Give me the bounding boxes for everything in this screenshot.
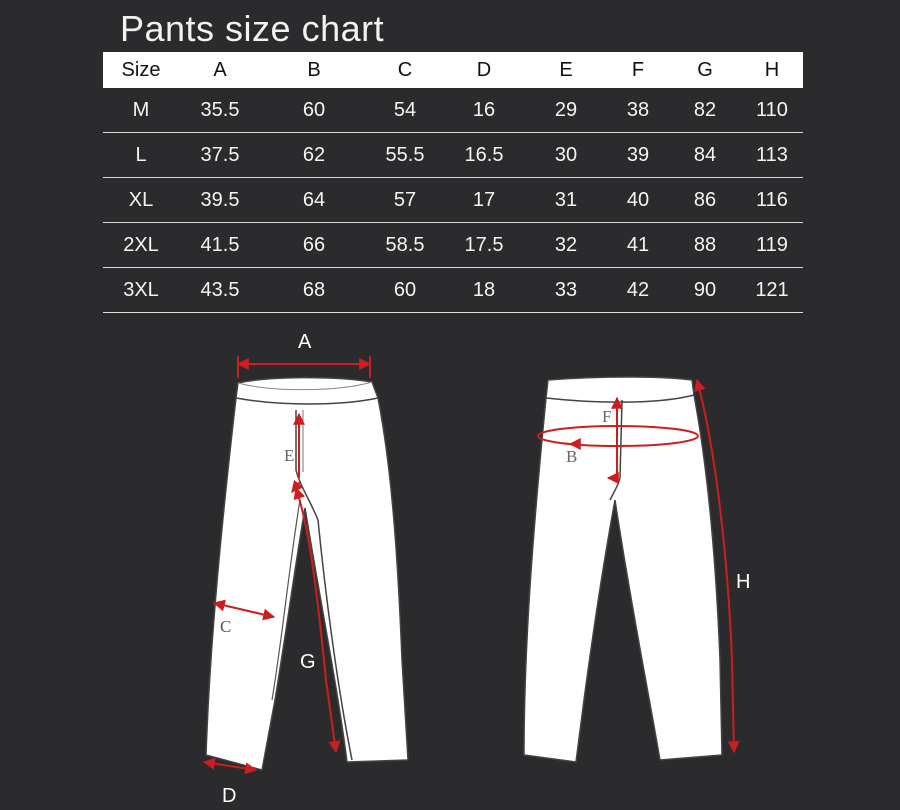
table-cell: 57 [367, 178, 443, 223]
table-cell: 86 [669, 178, 741, 223]
table-cell: 116 [741, 178, 803, 223]
table-cell: L [103, 133, 179, 178]
label-g: G [300, 651, 316, 673]
table-cell: 66 [261, 223, 367, 268]
back-pants-illustration [524, 377, 722, 762]
table-cell: 41.5 [179, 223, 261, 268]
header-b: B [261, 52, 367, 88]
table-cell: 82 [669, 88, 741, 133]
table-cell: 90 [669, 268, 741, 313]
page-title: Pants size chart [120, 8, 385, 49]
table-cell: 40 [607, 178, 669, 223]
table-cell: 121 [741, 268, 803, 313]
table-cell: 110 [741, 88, 803, 133]
table-cell: 68 [261, 268, 367, 313]
table-cell: 62 [261, 133, 367, 178]
header-f: F [607, 52, 669, 88]
table-cell: 39.5 [179, 178, 261, 223]
table-cell: 33 [525, 268, 607, 313]
table-cell: 3XL [103, 268, 179, 313]
table-cell: XL [103, 178, 179, 223]
table-cell: 2XL [103, 223, 179, 268]
label-a: A [298, 331, 312, 353]
table-cell: 60 [367, 268, 443, 313]
label-h: H [736, 571, 751, 593]
header-a: A [179, 52, 261, 88]
table-cell: 60 [261, 88, 367, 133]
table-cell: 38 [607, 88, 669, 133]
label-b: B [566, 447, 578, 466]
table-cell: 58.5 [367, 223, 443, 268]
size-table [103, 52, 803, 313]
table-cell: 43.5 [179, 268, 261, 313]
table-row [103, 268, 803, 313]
table-cell: M [103, 88, 179, 133]
table-cell: 55.5 [367, 133, 443, 178]
label-c: C [220, 617, 232, 636]
table-cell: 37.5 [179, 133, 261, 178]
table-cell: 35.5 [179, 88, 261, 133]
label-d: D [222, 785, 237, 807]
table-cell: 84 [669, 133, 741, 178]
table-cell: 54 [367, 88, 443, 133]
table-cell: 29 [525, 88, 607, 133]
table-row [103, 178, 803, 223]
table-cell: 16 [443, 88, 525, 133]
label-e: E [284, 446, 295, 465]
table-cell: 17 [443, 178, 525, 223]
pants-measurement-diagram [0, 320, 900, 810]
table-cell: 30 [525, 133, 607, 178]
table-cell: 41 [607, 223, 669, 268]
header-h: H [741, 52, 803, 88]
header-d: D [443, 52, 525, 88]
table-cell: 119 [741, 223, 803, 268]
table-cell: 32 [525, 223, 607, 268]
table-cell: 64 [261, 178, 367, 223]
table-cell: 17.5 [443, 223, 525, 268]
table-cell: 39 [607, 133, 669, 178]
header-g: G [669, 52, 741, 88]
table-header-row [103, 52, 803, 88]
table-cell: 42 [607, 268, 669, 313]
label-f: F [602, 407, 612, 426]
front-pants-illustration [206, 378, 408, 770]
header-e: E [525, 52, 607, 88]
table-row [103, 223, 803, 268]
table-cell: 113 [741, 133, 803, 178]
table-cell: 16.5 [443, 133, 525, 178]
header-size: Size [103, 52, 179, 88]
table-cell: 18 [443, 268, 525, 313]
table-row [103, 133, 803, 178]
table-cell: 31 [525, 178, 607, 223]
header-c: C [367, 52, 443, 88]
table-cell: 88 [669, 223, 741, 268]
table-row [103, 88, 803, 133]
